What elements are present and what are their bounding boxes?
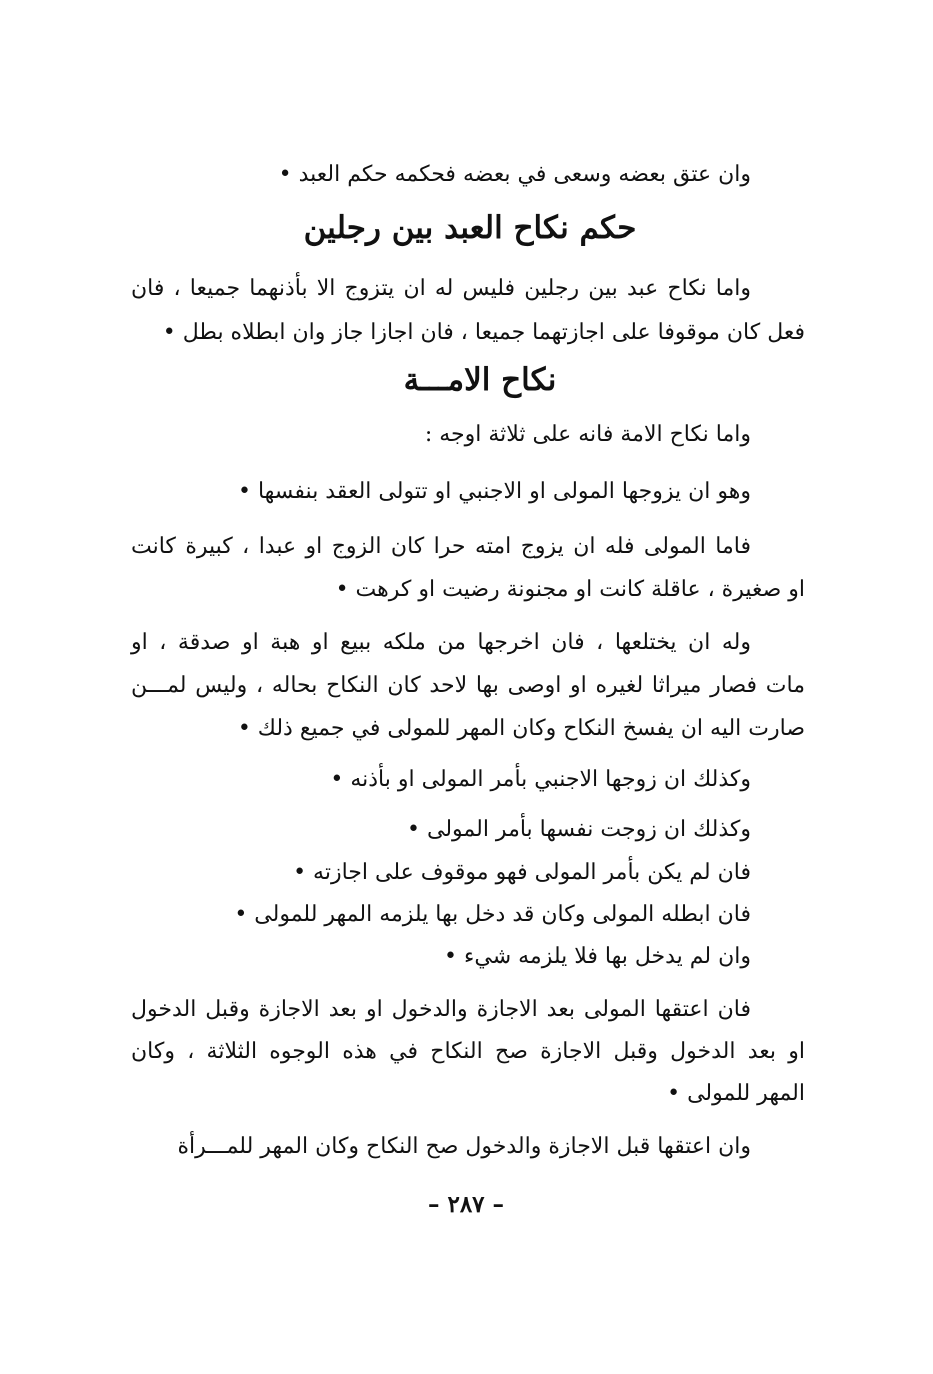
text-line: فعل كان موقوفا على اجازتهما جميعا ، فان اجازا جاز وان ابطلاه بطل • [162,320,805,345]
section-heading: حكم نكاح العبد بين رجلين [303,210,637,246]
text-line: مات فصار ميراثا لغيره او اوصى بها لاحد كان النكاح بحاله ، وليس لمـــن [131,673,805,698]
text-line: وان عتق بعضه وسعى في بعضه فحكمه حكم العبد • [278,162,751,187]
text-line: فان ابطله المولى وكان قد دخل بها يلزمه المهر للمولى • [234,902,751,927]
text-line: واما نكاح عبد بين رجلين فليس له ان يتزوج الا بأذنهما جميعا ، فان [131,276,751,301]
text-line: صارت اليه ان يفسخ النكاح وكان المهر للمولى في جميع ذلك • [237,716,805,741]
text-line: وهو ان يزوجها المولى او الاجنبي او تتولى العقد بنفسها • [237,479,751,504]
text-line: وان اعتقها قبل الاجازة والدخول صح النكاح وكان المهر للمـــرأة [177,1134,751,1159]
text-line: فاما المولى فله ان يزوج امته حرا كان الزوج او عبدا ، كبيرة كانت [131,534,751,559]
text-line: وان لم يدخل بها فلا يلزمه شيء • [444,944,751,969]
text-line: فان اعتقها المولى بعد الاجازة والدخول او بعد الاجازة وقبل الدخول [131,997,751,1022]
text-line: المهر للمولى • [667,1081,805,1106]
page-number: – ٢٨٧ – [427,1191,505,1218]
text-line: واما نكاح الامة فانه على ثلاثة اوجه : [424,422,751,447]
section-heading: نكاح الامـــة [403,362,557,398]
text-line: وكذلك ان زوجت نفسها بأمر المولى • [407,817,751,842]
text-line: فان لم يكن بأمر المولى فهو موقوف على اجازته • [293,860,751,885]
text-line: وكذلك ان زوجها الاجنبي بأمر المولى او بأذنه • [330,767,751,792]
text-line: او صغيرة ، عاقلة كانت او مجنونة رضيت او كرهت • [335,577,805,602]
text-line: او بعد الدخول وقبل الاجازة صح النكاح في هذه الوجوه الثلاثة ، وكان [131,1039,805,1064]
text-line: وله ان يختلعها ، فان اخرجها من ملكه ببيع او هبة او صدقة ، او [131,630,751,655]
